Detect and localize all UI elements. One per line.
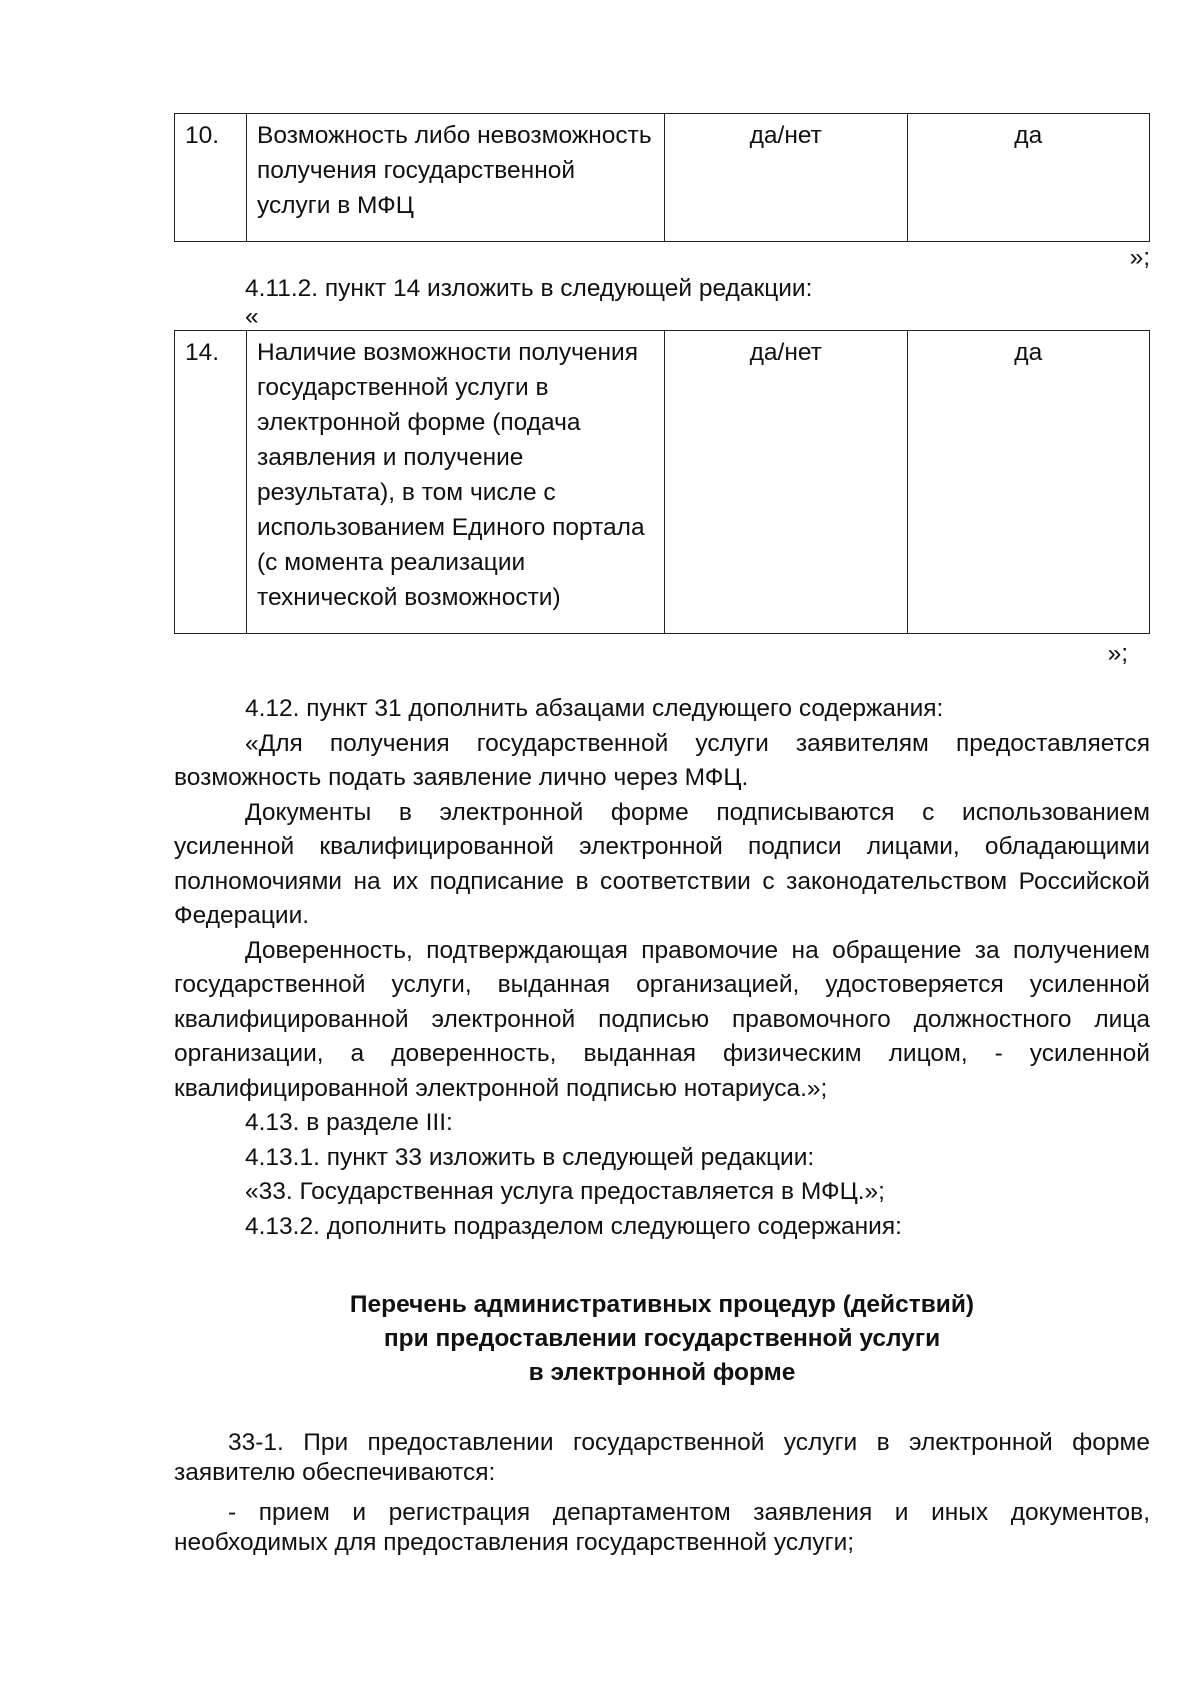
opening-quote: «	[245, 303, 259, 330]
paragraph-4-12: 4.12. пункт 31 дополнить абзацами следующего содержания:	[245, 695, 944, 722]
row-value: да	[907, 114, 1150, 242]
paragraph-mfc: «Для получения государственной услуги заявителям предоставляется возможность подать заявление лично через МФЦ.	[174, 729, 1150, 791]
section-heading	[174, 1288, 1150, 1390]
heading-line: Перечень административных процедур (действий)	[349, 1291, 975, 1318]
row-number: 14.	[175, 331, 247, 634]
table-row	[175, 114, 1150, 242]
row-text: Возможность либо невозможность получения государственной услуги в МФЦ	[247, 114, 665, 242]
heading-line: в электронной форме	[528, 1359, 796, 1386]
paragraph-33: «33. Государственная услуга предоставляется в МФЦ.»;	[245, 1178, 885, 1205]
table-row	[175, 331, 1150, 634]
paragraph-registration: - прием и регистрация департаментом заявления и иных документов, необходимых для предоставления государственной услуги;	[174, 1499, 1150, 1556]
paragraph-documents: Документы в электронной форме подписываются с использованием усиленной квалифицированной электронной подписи лицами, обладающими полномочиями на их подписание в соответствии с законодательством Российской Федерации.	[174, 798, 1150, 929]
table-item-14	[174, 330, 1150, 634]
paragraph-4-13-2: 4.13.2. дополнить подразделом следующего содержания:	[245, 1212, 902, 1240]
closing-quote: »;	[1107, 640, 1128, 667]
document-page	[174, 0, 1150, 1558]
row-value: да	[907, 331, 1150, 634]
table-item-10	[174, 113, 1150, 242]
row-text: Наличие возможности получения государственной услуги в электронной форме (подача заявления и получение результата), в том числе с использованием Единого портала (с момента реализации технической возможности)	[247, 331, 665, 634]
paragraph-power-of-attorney: Доверенность, подтверждающая правомочие на обращение за получением государственной услуги, выданная организацией, удостоверяется усиленной квалифицированной электронной подписью правомочного должностного лица организации, а доверенность, выданная физическим лицом, - усиленной квалифицированной электронной подписью нотариуса.»;	[174, 936, 1150, 1102]
paragraph-4-13-1: 4.13.1. пункт 33 изложить в следующей редакции:	[245, 1143, 815, 1171]
row-unit: да/нет	[665, 331, 908, 634]
row-number: 10.	[175, 114, 247, 242]
item-4-11-2: 4.11.2. пункт 14 изложить в следующей редакции:	[245, 275, 813, 302]
row-unit: да/нет	[665, 114, 908, 242]
paragraph-4-13: 4.13. в разделе III:	[245, 1109, 453, 1136]
paragraph-33-1: 33-1. При предоставлении государственной услуги в электронной форме заявителю обеспечиваются:	[174, 1429, 1150, 1486]
closing-quote: »;	[1129, 244, 1150, 271]
heading-line: при предоставлении государственной услуги	[383, 1325, 941, 1352]
